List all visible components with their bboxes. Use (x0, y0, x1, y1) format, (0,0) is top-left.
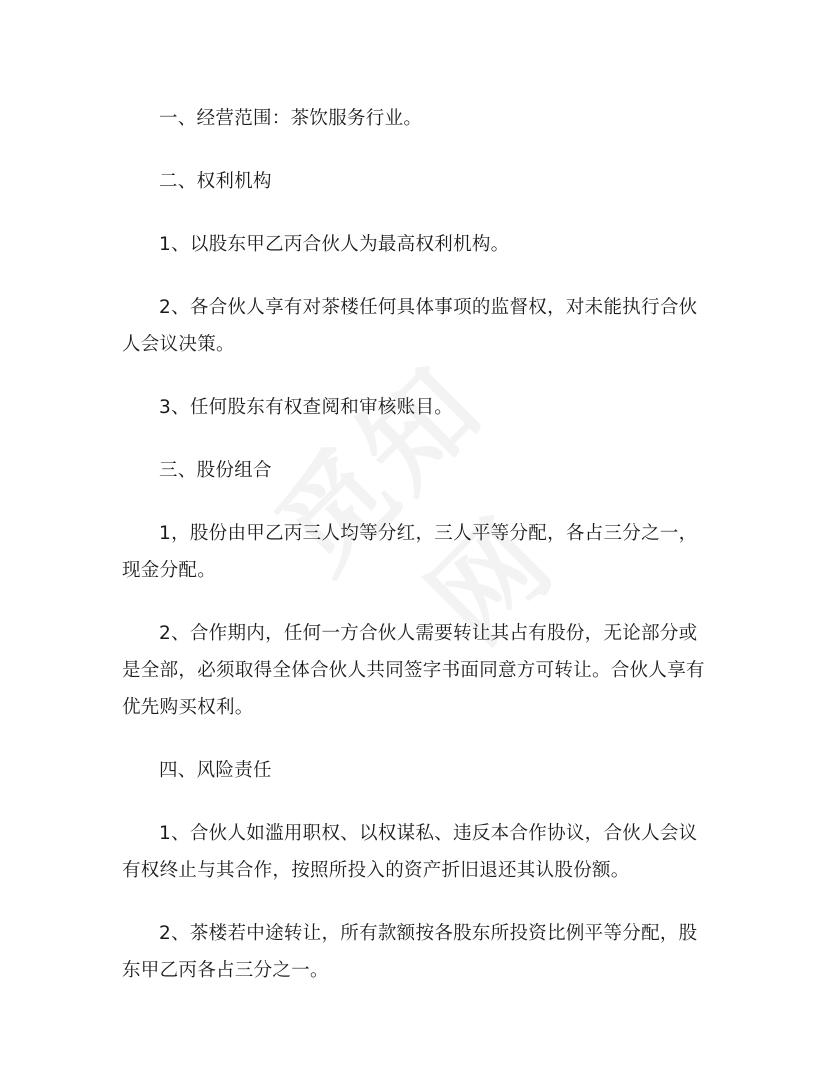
clause-paragraph: 2、各合伙人享有对茶楼任何具体事项的监督权，对未能执行合伙人会议决策。 (122, 297, 698, 355)
clause-paragraph: 1、合伙人如滥用职权、以权谋私、违反本合作协议，合伙人会议有权终止与其合作，按照所投入的资产折旧退还其认股份额。 (122, 823, 698, 881)
clause-paragraph: 1，股份由甲乙丙三人均等分红，三人平等分配，各占三分之一，现金分配。 (122, 523, 698, 581)
section-heading-shares: 三、股份组合 (159, 460, 272, 481)
section-heading-business-scope: 一、经营范围：茶饮服务行业。 (159, 108, 423, 129)
clause-paragraph: 1、以股东甲乙丙合伙人为最高权利机构。 (159, 234, 510, 255)
clause-paragraph: 2、合作期内，任何一方合伙人需要转让其占有股份，无论部分或是全部，必须取得全体合伙人共同签字书面同意方可转让。合伙人享有优先购买权利。 (122, 623, 705, 718)
clause-paragraph: 2、茶楼若中途转让，所有款额按各股东所投资比例平等分配，股东甲乙丙各占三分之一。 (122, 923, 698, 981)
clause-paragraph: 3、任何股东有权查阅和审核账目。 (159, 397, 454, 418)
section-heading-risk: 四、风险责任 (159, 760, 272, 781)
section-heading-authority: 二、权利机构 (159, 171, 272, 192)
document-body (122, 100, 712, 1015)
